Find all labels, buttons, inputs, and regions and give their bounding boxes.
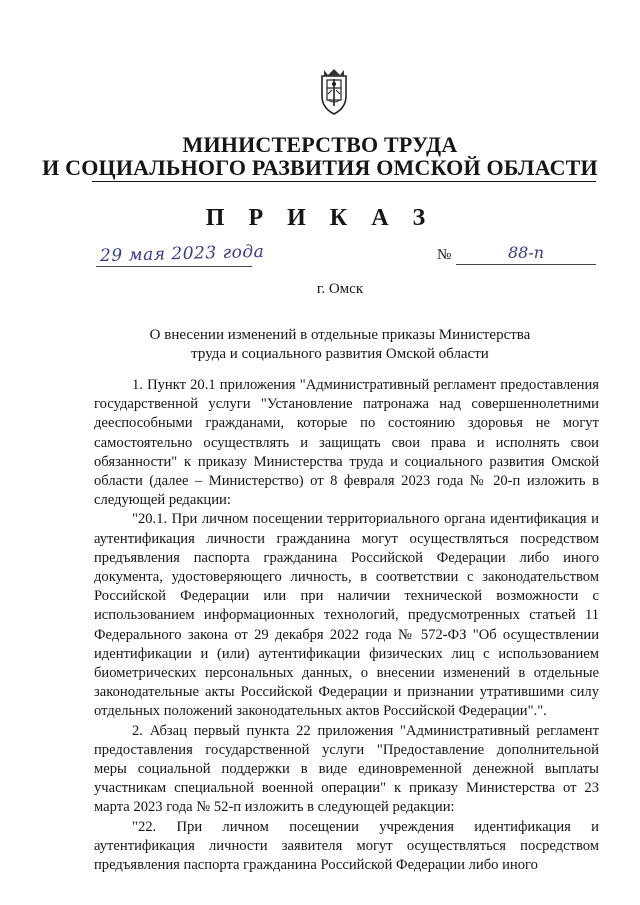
ministry-name-line1: МИНИСТЕРСТВО ТРУДА bbox=[182, 132, 458, 157]
document-body bbox=[94, 376, 599, 875]
document-type-title: П Р И К А З bbox=[205, 205, 435, 231]
paragraph-4: "22. При личном посещении учреждения идентификация и аутентификация личности заявителя могут осуществляться посредством предъявления паспорта гражданина Российской Федерации либо иного bbox=[94, 818, 599, 874]
coat-of-arms-icon bbox=[316, 66, 352, 116]
paragraph-3: 2. Абзац первый пункта 22 приложения "Административный регламент предоставления государственной услуги "Предоставление дополнительной меры социальной поддержки в виде единовременной денежной выплаты участникам специальной военной операции" к приказу Министерства от 23 марта 2023 года № 52-п изложить в следующей редакции: bbox=[94, 722, 599, 816]
header-divider bbox=[92, 181, 596, 182]
handwritten-number: 88-п bbox=[508, 243, 545, 262]
city-label: г. Омск bbox=[316, 281, 364, 297]
document-subject: О внесении изменений в отдельные приказы Министерства труда и социального развития Омской области bbox=[149, 327, 531, 362]
paragraph-2: "20.1. При личном посещении территориального органа идентификация и аутентификация личности гражданина могут осуществляться посредством предъявления паспорта гражданина Российской Федерации либо иного документа, удостоверяющего личность, в соответствии с законодательством Российской Федерации или при наличии технической возможности с использованием информационных технологий, предусмотренных статьей 11 Федерального закона от 29 декабря 2022 года № 572-ФЗ "Об осуществлении идентификации и (или) аутентификации физических лиц с использованием биометрических персональных данных, о внесении изменений в отдельные законодательные акты Российской Федерации и признании утратившими силу отдельных положений законодательных актов Российской Федерации".". bbox=[94, 511, 599, 720]
number-label: № bbox=[437, 247, 452, 263]
paragraph-1: 1. Пункт 20.1 приложения "Административный регламент предоставления государственной услуги "Установление патронажа над совершеннолетними дееспособными гражданами, которые по состоянию здоровья не могут самостоятельно осуществлять и защищать свои права и исполнять свои обязанности" к приказу Министерства труда и социального развития Омской области (далее – Министерство) от 8 февраля 2023 года № 20-п изложить в следующей редакции: bbox=[94, 377, 599, 509]
handwritten-date: 29 мая 2023 года bbox=[99, 241, 265, 267]
date-underline bbox=[96, 266, 252, 267]
number-underline bbox=[456, 264, 596, 265]
ministry-name-line2: И СОЦИАЛЬНОГО РАЗВИТИЯ ОМСКОЙ ОБЛАСТИ bbox=[42, 155, 598, 180]
